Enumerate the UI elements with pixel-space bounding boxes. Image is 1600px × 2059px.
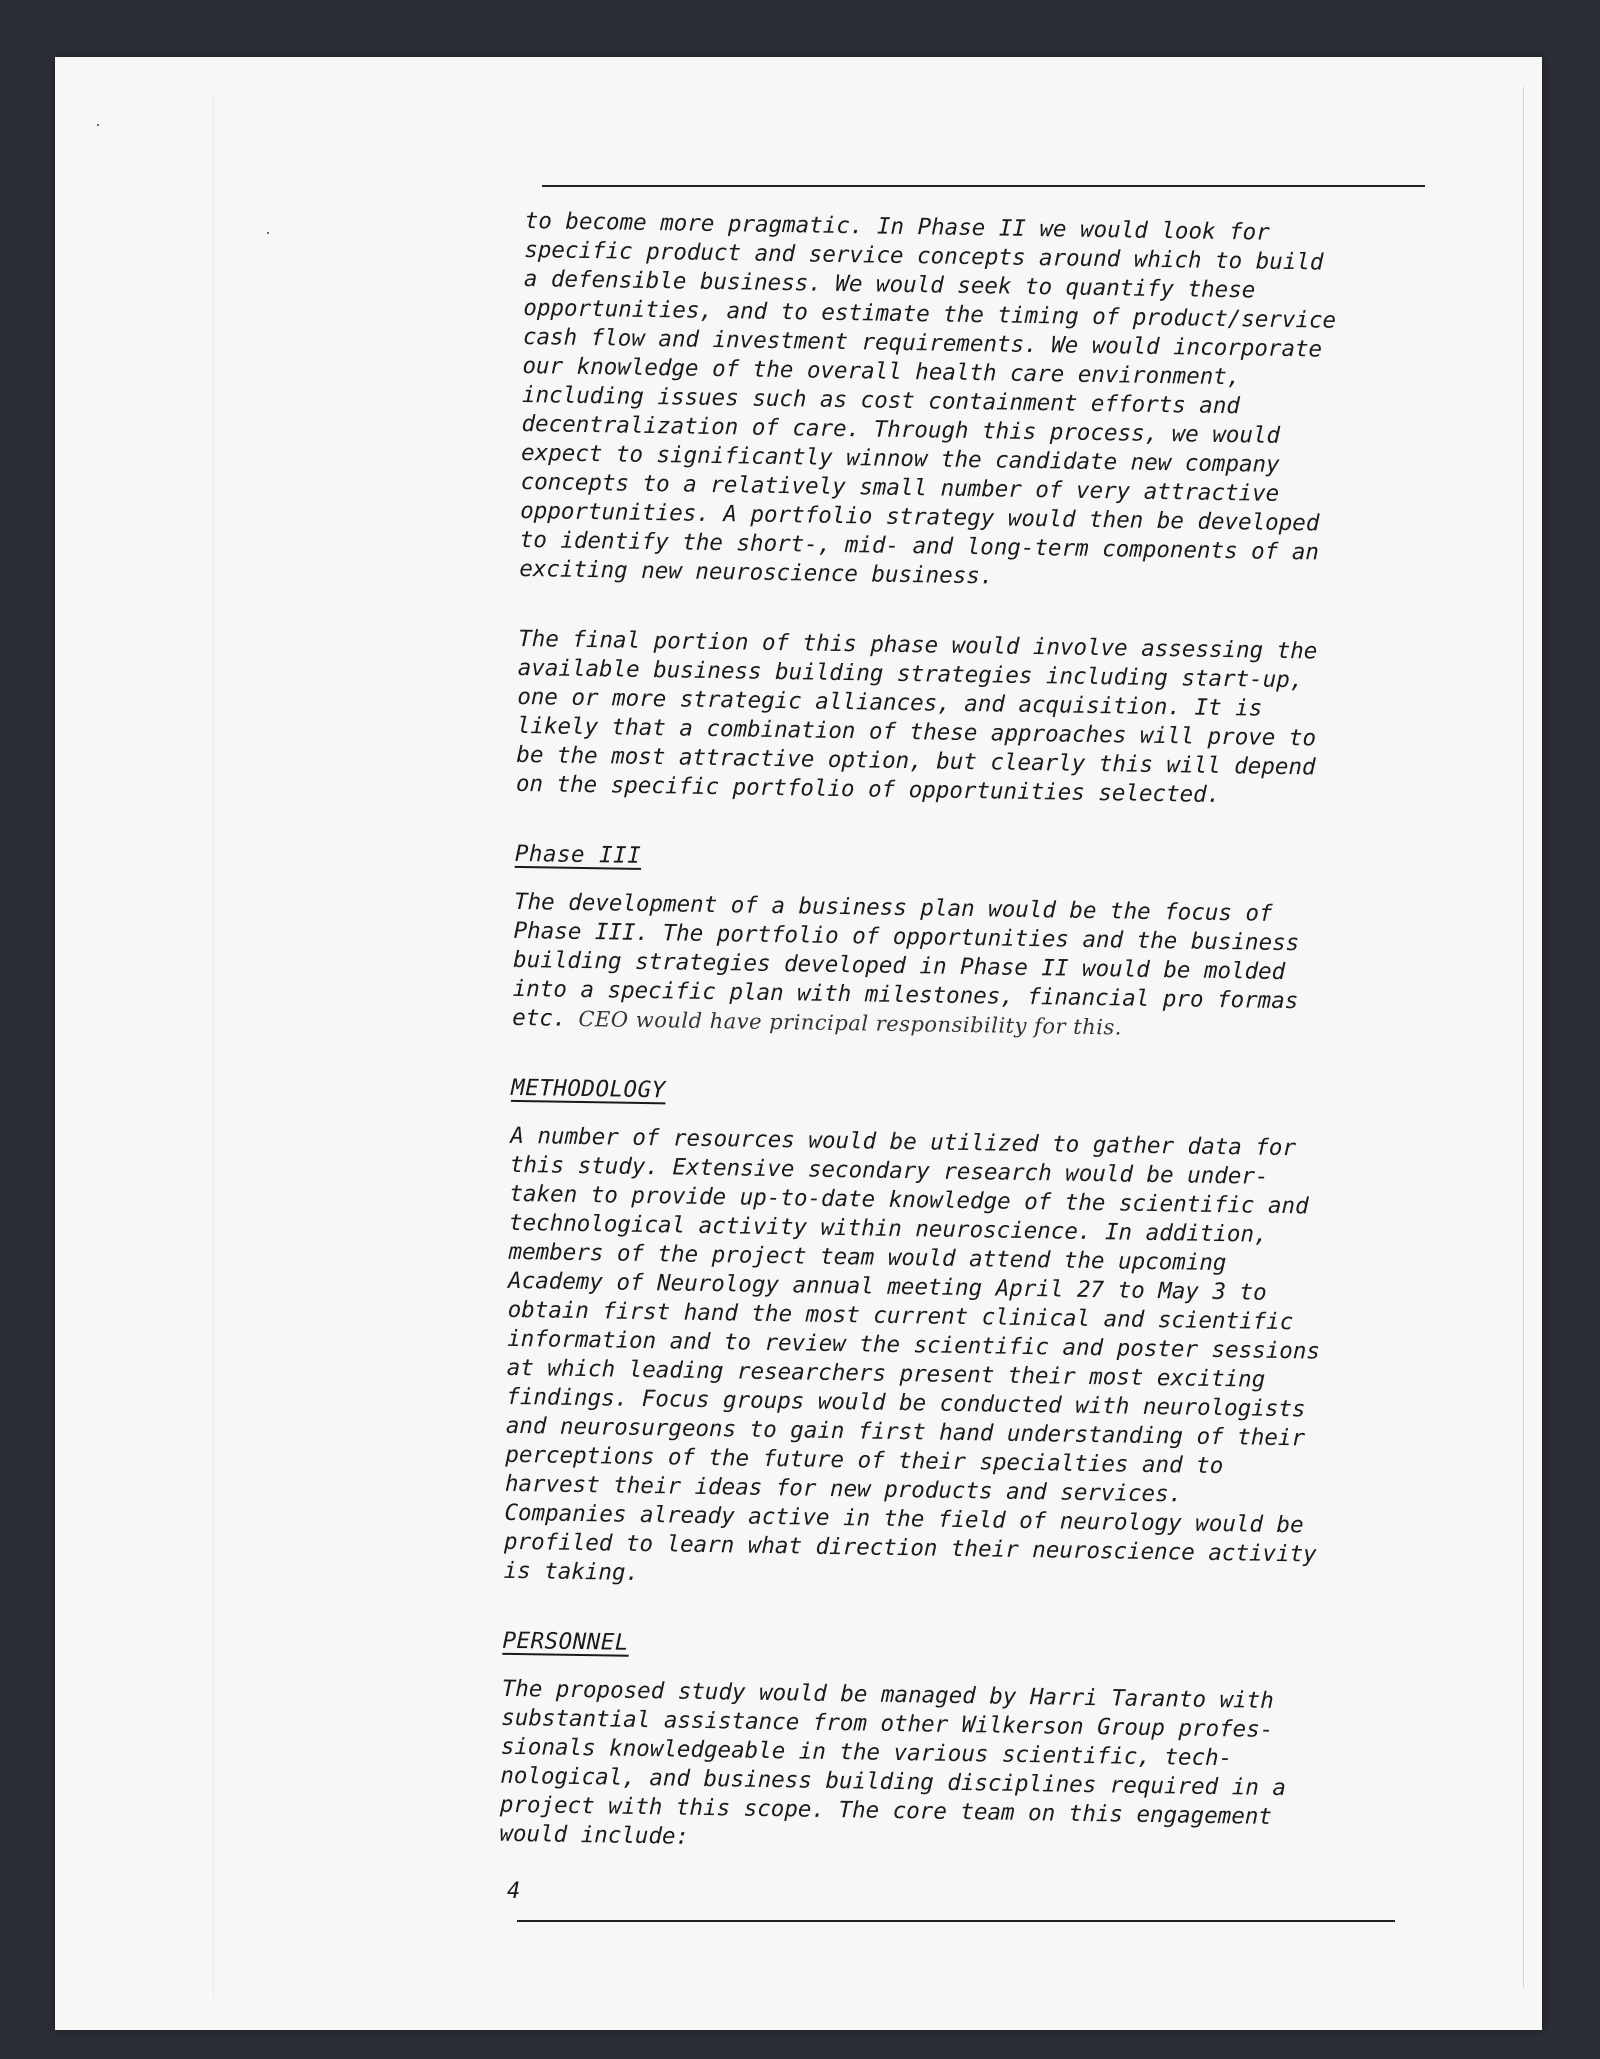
paragraph-methodology: A number of resources would be utilized to gather data for this study. Extensive secondary research would be under- taken to provide up-to-date knowledge of the scientific and technological activity within neuroscience. In addition, members of the project team would attend the upcoming Academy of Neurology annual meeting April 27 to May 3 to obtain first hand the most current clinical and scientific information and to review the scientific and poster sessions at which leading researchers present their most exciting findings. Focus groups would be conducted with neurologists and neurosurgeons to gain first hand understanding of their perceptions of the future of their specialties and to harvest their ideas for new products and services. Companies already active in the field of neurology would be profiled to learn what direction their neuroscience activity is taking.: [503, 1122, 1321, 1586]
paragraph-phase2-final: The final portion of this phase would involve assessing the available business building strategies including start-up, one or more strategic alliances, and acquisition. It is likely that a combination of these approaches will prove to be the most attractive option, but clearly this will depend on the specific portfolio of opportunities selected.: [515, 625, 1318, 808]
paragraph-personnel: The proposed study would be managed by Harri Taranto with substantial assistance from other Wilkerson Group profes- sionals knowledgeable in the various scientific, tech- nological, and business building disciplines required in a project with this scope. The core team on this engagement would include:: [499, 1675, 1287, 1850]
handwritten-note: CEO would have principal responsibility for this.: [578, 1006, 1123, 1040]
paragraph-phase2-continued: to become more pragmatic. In Phase II we would look for specific product and service concepts around which to build a defensible business. We would seek to quantify these opportunities, and to estimate the timing of product/service cash flow and investment requirements. We would incorporate our knowledge of the overall health care environment, including issues such as cost containment efforts and decentralization of care. Through this process, we would expect to significantly winnow the candidate new company concepts to a relatively small number of very attractive opportunities. A portfolio strategy would then be developed to identify the short-, mid- and long-term components of an exciting new neuroscience business.: [519, 207, 1337, 590]
bottom-rule: [517, 1920, 1395, 1922]
heading-personnel: PERSONNEL: [502, 1627, 630, 1656]
paragraph-phase3-text: The development of a business plan would be the focus of Phase III. The portfolio of opportunities and the business building strategies developed in Phase II would be molded into a specific plan with milestones, financial pro formas etc.: [512, 888, 1300, 1032]
paragraph-phase3: [512, 888, 1414, 1047]
paper-speck: [97, 124, 99, 126]
document-body: [499, 207, 1425, 1904]
page-number: 4: [507, 1879, 521, 1904]
document-page: [55, 57, 1542, 2030]
paper-crease: [213, 97, 214, 1997]
top-rule: [542, 185, 1425, 187]
paper-speck: [267, 232, 269, 234]
heading-methodology: METHODOLOGY: [510, 1074, 666, 1104]
paper-edge: [1523, 87, 1524, 1987]
heading-phase3: Phase III: [514, 840, 642, 869]
